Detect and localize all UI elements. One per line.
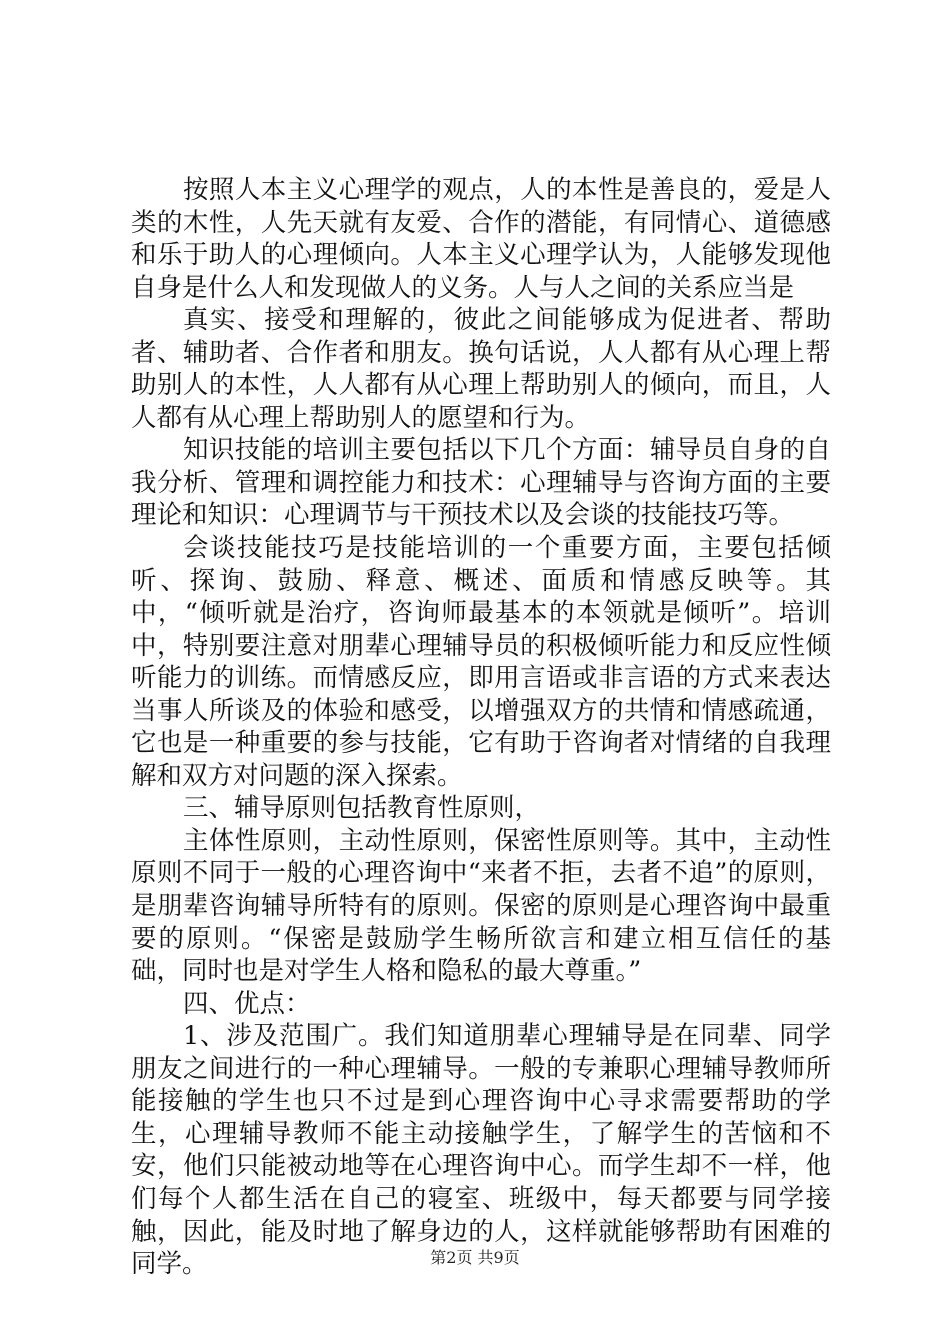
paragraph: 会谈技能技巧是技能培训的一个重要方面，主要包括倾听、探询、鼓励、释意、概述、面质和情感反映等。其中，“倾听就是治疗，咨询师最基本的本领就是倾听”。培训中，特别要注意对朋辈心理辅导员的积极倾听能力和反应性倾听能力的训练。而情感反应，即用言语或非言语的方式来表达当事人所谈及的体验和感受，以增强双方的共情和情感疏通，它也是一种重要的参与技能，它有助于咨询者对情绪的自我理解和双方对问题的深入探索。 (131, 533, 831, 791)
page-number-footer: 第2页 共9页 (430, 1248, 520, 1267)
document-body (131, 174, 831, 1281)
paragraph: 1、涉及范围广。我们知道朋辈心理辅导是在同辈、同学朋友之间进行的一种心理辅导。一般的专兼职心理辅导教师所能接触的学生也只不过是到心理咨询中心寻求需要帮助的学生，心理辅导教师不能主动接触学生，了解学生的苦恼和不安，他们只能被动地等在心理咨询中心。而学生却不一样，他们每个人都生活在自己的寝室、班级中，每天都要与同学接触，因此，能及时地了解身边的人，这样就能够帮助有困难的同学。 (131, 1021, 831, 1280)
section-heading: 四、优点： (183, 988, 311, 1019)
paragraph: 知识技能的培训主要包括以下几个方面：辅导员自身的自我分析、管理和调控能力和技术：心理辅导与咨询方面的主要理论和知识：心理调节与干预技术以及会谈的技能技巧等。 (131, 435, 831, 531)
paragraph: 主体性原则，主动性原则，保密性原则等。其中，主动性原则不同于一般的心理咨询中“来者不拒，去者不追”的原则，是朋辈咨询辅导所特有的原则。保密的原则是心理咨询中最重要的原则。“保密是鼓励学生畅所欲言和建立相互信任的基础，同时也是对学生人格和隐私的最大尊重。” (131, 825, 831, 987)
paragraph: 真实、接受和理解的，彼此之间能够成为促进者、帮助者、辅助者、合作者和朋友。换句话说，人人都有从心理上帮助别人的本性，人人都有从心理上帮助别人的倾向，而且，人人都有从心理上帮助别人的愿望和行为。 (131, 305, 831, 433)
section-heading: 三、辅导原则包括教育性原则， (183, 793, 541, 824)
paragraph: 按照人本主义心理学的观点，人的本性是善良的，爱是人类的木性，人先天就有友爱、合作的潜能，有同情心、道德感和乐于助人的心理倾向。人本主义心理学认为，人能够发现他自身是什么人和发现做人的义务。人与人之间的关系应当是 (131, 175, 831, 303)
